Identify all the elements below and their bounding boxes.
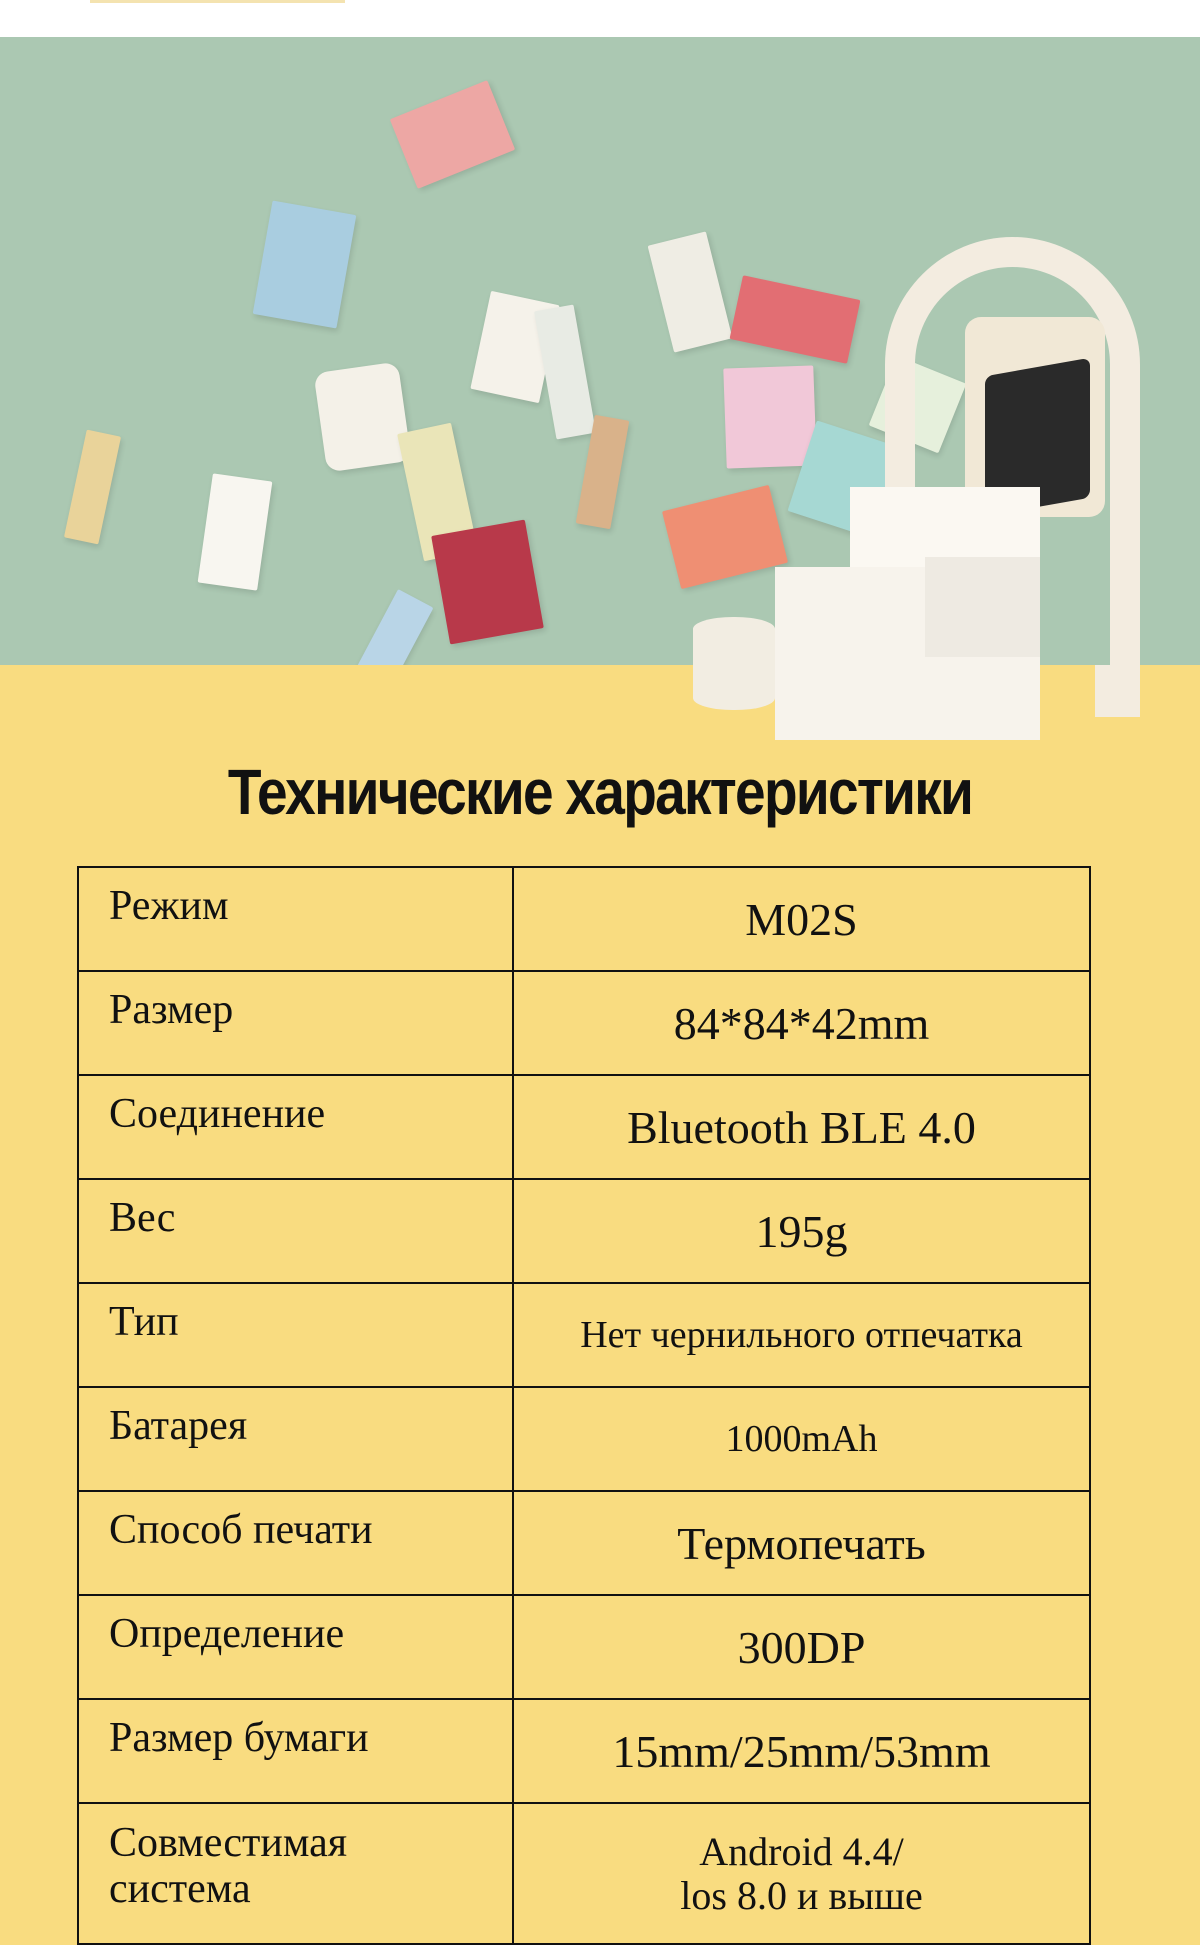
- spec-table: [77, 866, 1091, 1945]
- spec-value: Bluetooth BLE 4.0: [513, 1075, 1090, 1179]
- spec-label: Способ печати: [78, 1491, 513, 1595]
- table-row: [78, 971, 1090, 1075]
- sticker-paper: [64, 430, 121, 545]
- floor-arch-leg: [1095, 665, 1140, 717]
- page-title: Технические характеристики: [227, 756, 973, 828]
- table-row: [78, 1179, 1090, 1283]
- spec-value: 15mm/25mm/53mm: [513, 1699, 1090, 1803]
- table-row: [78, 867, 1090, 971]
- sticker-paper: [313, 362, 411, 473]
- spec-label-line: система: [109, 1866, 251, 1912]
- sticker-paper: [648, 231, 733, 352]
- sticker-paper: [723, 365, 816, 468]
- top-band: [0, 0, 1200, 37]
- spec-label: [78, 1803, 513, 1944]
- spec-value: 300DP: [513, 1595, 1090, 1699]
- table-row: [78, 1595, 1090, 1699]
- product-scene-image: [0, 37, 1200, 665]
- table-row: [78, 1699, 1090, 1803]
- table-row: [78, 1491, 1090, 1595]
- spec-label: Размер бумаги: [78, 1699, 513, 1803]
- spec-value: 195g: [513, 1179, 1090, 1283]
- floor-stairs: [775, 665, 1040, 740]
- spec-value: 1000mAh: [513, 1387, 1090, 1491]
- sticker-paper: [730, 275, 861, 364]
- spec-label: Определение: [78, 1595, 513, 1699]
- spec-value-line: Android 4.4/: [699, 1828, 904, 1874]
- sticker-paper: [198, 473, 273, 590]
- sticker-paper: [347, 589, 434, 665]
- spec-label: Вес: [78, 1179, 513, 1283]
- spec-label: Тип: [78, 1283, 513, 1387]
- table-row: [78, 1803, 1090, 1944]
- sticker-paper: [431, 520, 544, 645]
- sticker-paper: [253, 200, 357, 328]
- stairs-decoration: [850, 487, 1040, 567]
- floor-paper-roll: [693, 665, 775, 710]
- spec-value: Термопечать: [513, 1491, 1090, 1595]
- spec-label: Размер: [78, 971, 513, 1075]
- spec-value: Нет чернильного отпечатка: [513, 1283, 1090, 1387]
- table-row: [78, 1283, 1090, 1387]
- top-strip: [90, 0, 345, 3]
- spec-value: M02S: [513, 867, 1090, 971]
- sticker-paper: [390, 80, 515, 189]
- spec-value: [513, 1803, 1090, 1944]
- table-row: [78, 1075, 1090, 1179]
- spec-label: Соединение: [78, 1075, 513, 1179]
- spec-label-line: Совместимая: [109, 1820, 348, 1866]
- stairs-decoration: [925, 557, 1040, 657]
- spec-value-line: los 8.0 и выше: [680, 1872, 923, 1918]
- sticker-paper: [662, 485, 788, 589]
- paper-roll: [693, 617, 775, 665]
- spec-value: 84*84*42mm: [513, 971, 1090, 1075]
- spec-label: Режим: [78, 867, 513, 971]
- table-row: [78, 1387, 1090, 1491]
- spec-label: Батарея: [78, 1387, 513, 1491]
